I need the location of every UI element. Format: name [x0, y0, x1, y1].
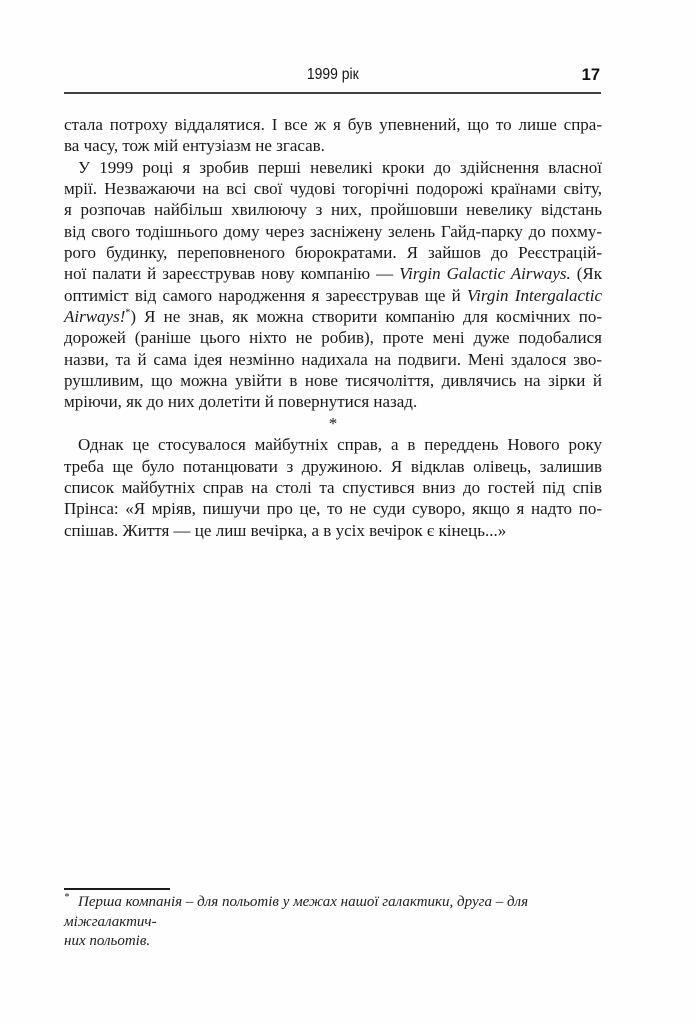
text-line: дорожей (раніше цього ніхто не робив), проте мені дуже подобалися	[64, 328, 602, 348]
text-line: Однак це стосувалося майбутніх справ, а в переддень Нового року	[78, 435, 602, 455]
footnote-reference: *	[125, 307, 131, 319]
chapter-title: 1999 рік	[307, 66, 359, 83]
text-line: У 1999 році я зробив перші невеликі кроки до здійснення власної	[78, 157, 602, 177]
text-line: назви, та й сама ідея незмінно надихала на подвиги. Мені здалося зво-	[64, 349, 602, 369]
text-segment: ної палати й зареєстрував нову компанію —	[64, 264, 400, 284]
page-number: 17	[581, 66, 600, 84]
text-segment-italic: Virgin Intergalactic	[467, 285, 602, 305]
text-line: список майбутніх справ на столі та спустився вниз до гостей під спів	[64, 477, 602, 497]
text-line: рушливим, що можна увійти в нове тисячоліття, дивлячись на зірки й	[64, 371, 602, 391]
footnote-line	[64, 893, 612, 932]
footnote-rule	[64, 888, 170, 890]
text-line: рого будинку, переповненого бюрократами. Я зайшов до Реєстрацій-	[64, 243, 602, 263]
text-segment-italic: Airways!	[64, 307, 126, 327]
text-line: стала потроху віддалятися. І все ж я був упевнений, що то лише спра-	[64, 115, 602, 134]
text-line	[64, 285, 602, 306]
text-line: я розпочав найбільш хвилюючу з них, пройшовши невелику відстань	[64, 200, 602, 220]
footnote-line: них польотів.	[64, 933, 151, 949]
text-line	[64, 263, 602, 284]
body-text	[64, 114, 602, 541]
text-segment: оптиміст від самого народження я зареєстрував ще й	[64, 285, 467, 305]
footnote-text: Перша компанія – для польотів у межах нашої галактики, друга – для міжгалактич-	[64, 894, 529, 930]
text-segment: (Як	[570, 264, 602, 284]
text-line: ва часу, тож мій ентузіазм не згасав.	[64, 136, 325, 156]
text-line: спішав. Життя — це лиш вечірка, а в усіх вечірок є кінець...»	[64, 520, 507, 540]
header-rule	[64, 92, 601, 94]
footnote	[64, 893, 612, 952]
footnote-marker: *	[64, 892, 69, 903]
text-segment-italic: Virgin Galactic Airways.	[399, 264, 571, 284]
text-line: мрії. Незважаючи на всі свої чудові тогорічні подорожі країнами світу,	[64, 179, 602, 199]
text-line: Прінса: «Я мріяв, пишучи про це, то не суди суворо, якщо я надто по-	[64, 499, 602, 519]
section-separator: *	[328, 413, 338, 433]
text-line	[64, 306, 602, 327]
text-line: від свого тодішнього дому через засніжену зелень Гайд-парку до похму-	[64, 221, 602, 241]
text-line: треба ще було потанцювати з дружиною. Я відклав олівець, залишив	[64, 456, 602, 476]
text-segment: ) Я не знав, як можна створити компанію для космічних по-	[130, 307, 602, 327]
running-header	[64, 66, 602, 88]
text-line: мріючи, як до них долетіти й повернутися назад.	[64, 392, 418, 412]
